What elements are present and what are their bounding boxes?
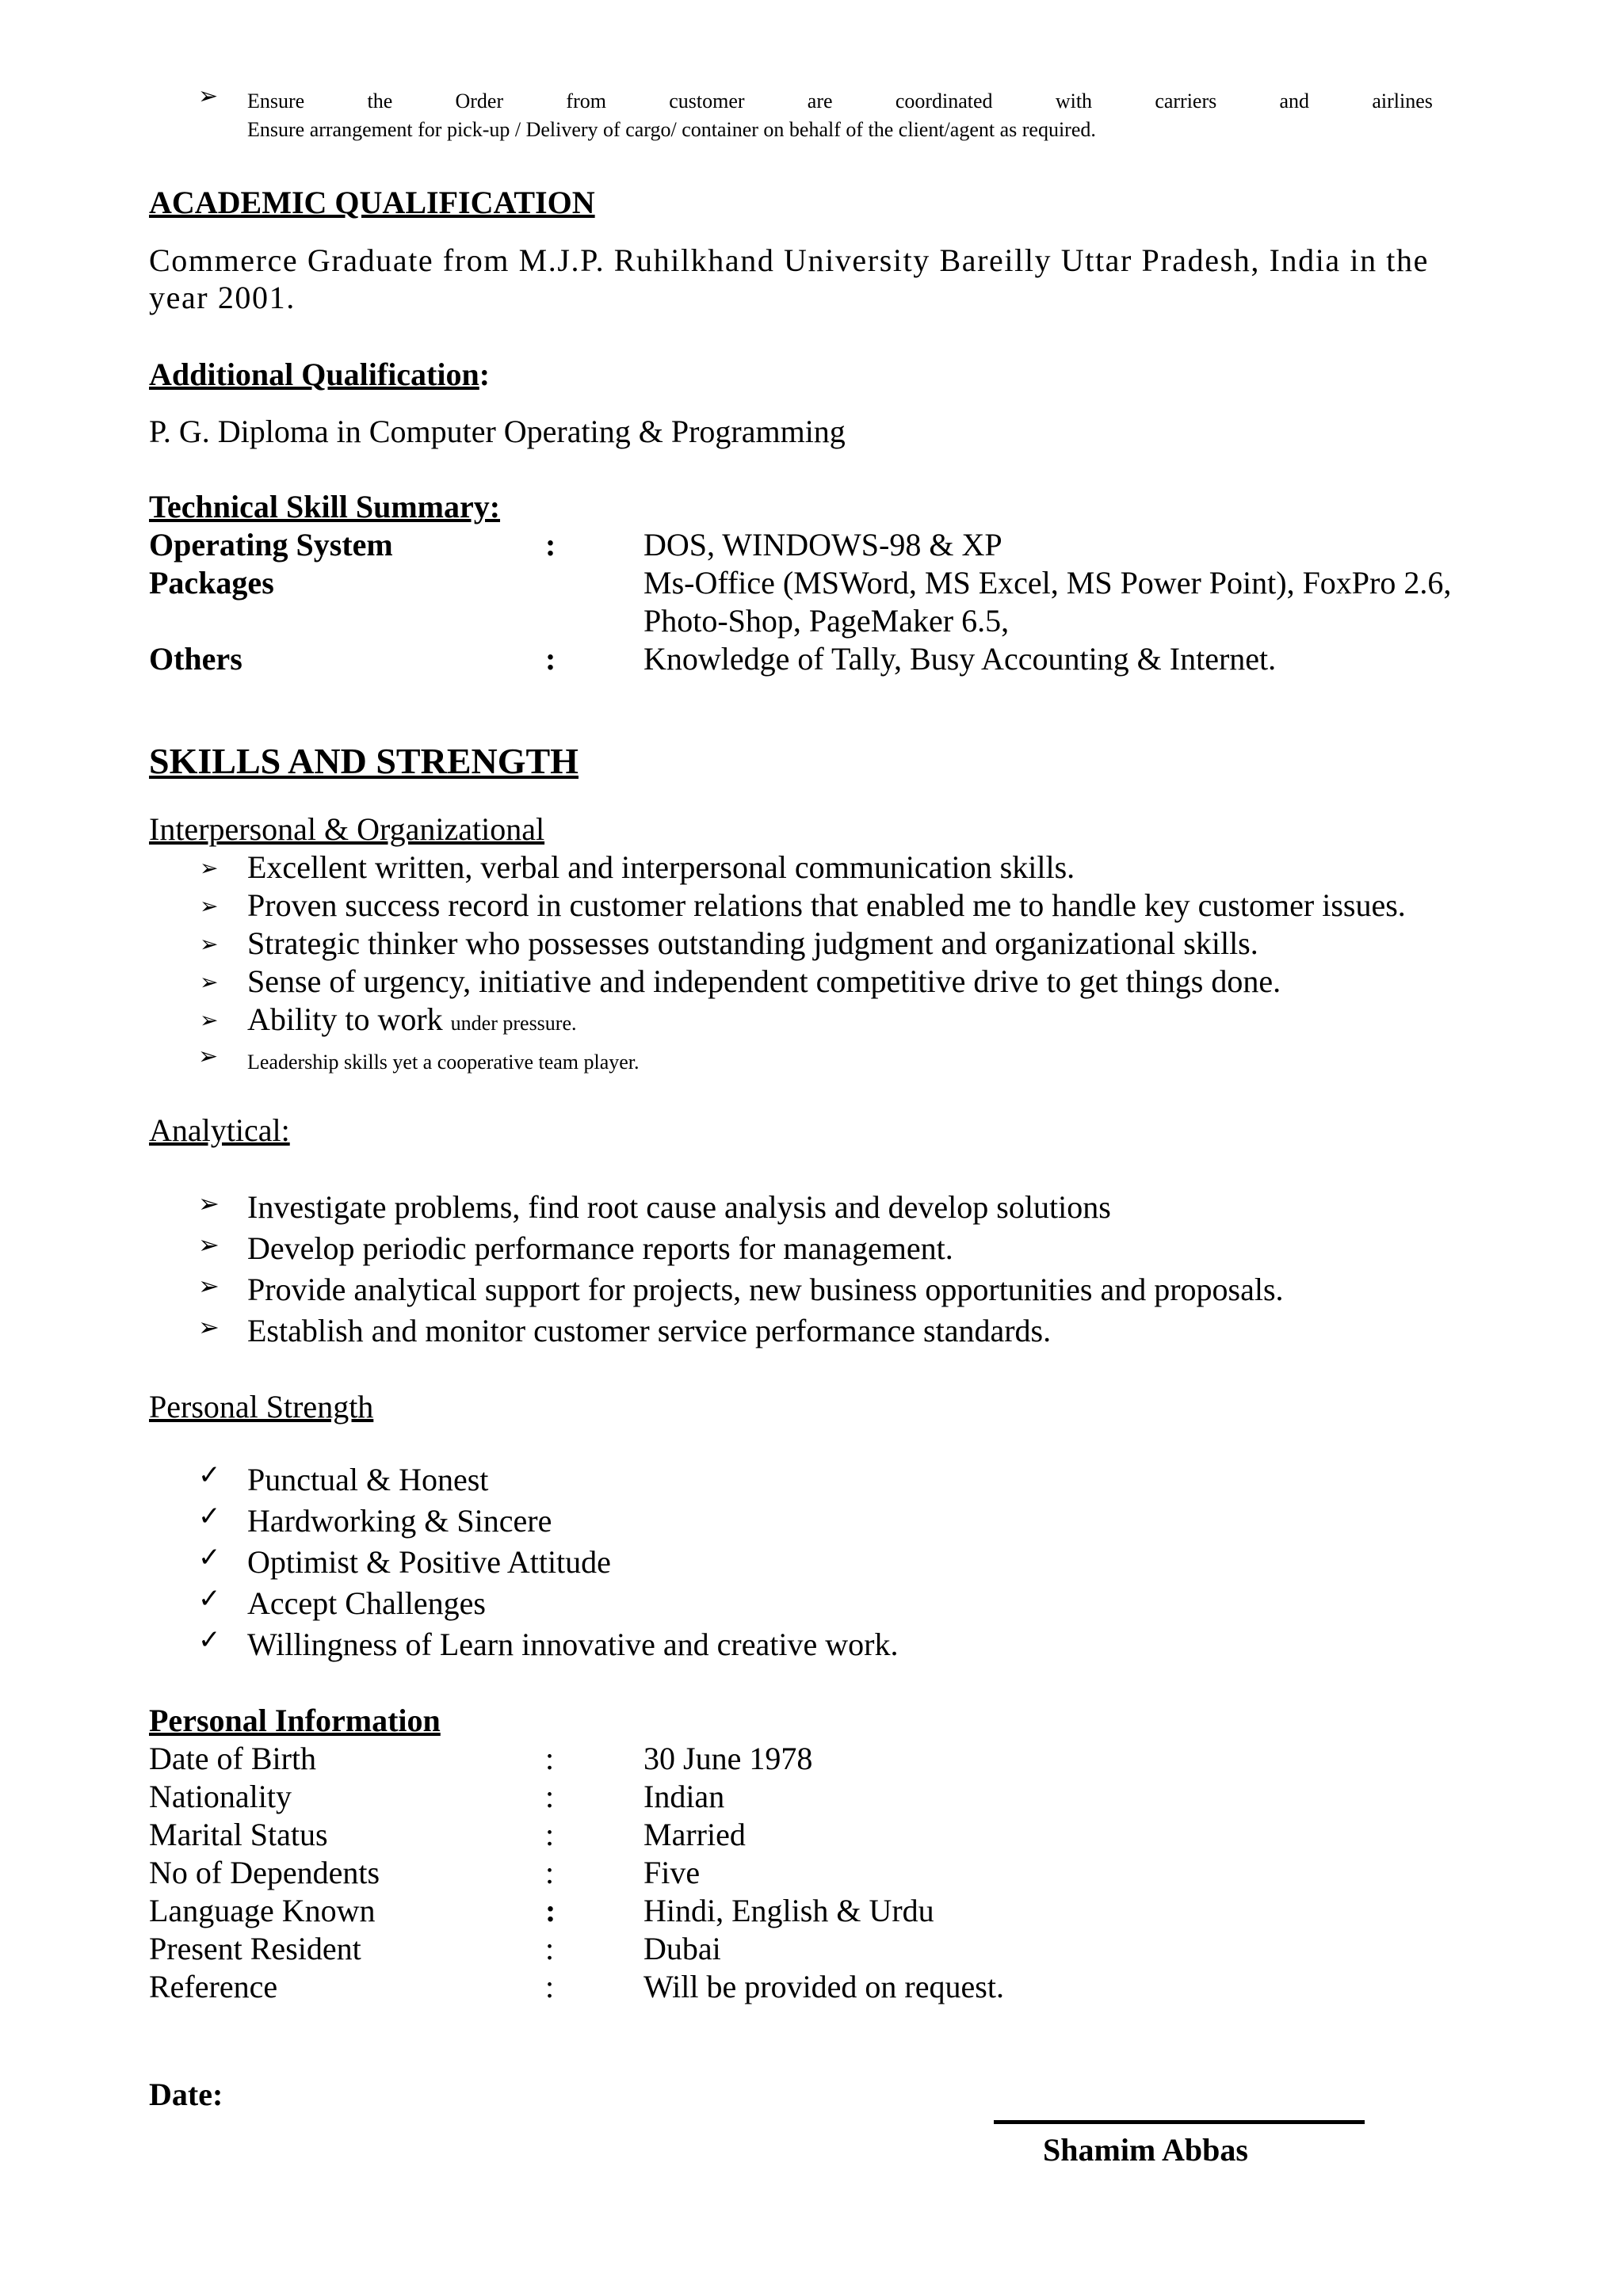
word: customer bbox=[669, 90, 745, 113]
info-colon: : bbox=[545, 1855, 555, 1890]
info-value: Indian bbox=[643, 1779, 725, 1814]
info-colon: : bbox=[545, 1779, 555, 1814]
academic-heading: ACADEMIC QUALIFICATION bbox=[149, 185, 595, 220]
analytical-item: Provide analytical support for projects, new business opportunities and proposals. bbox=[247, 1272, 1284, 1307]
check-icon: ✓ bbox=[198, 1459, 221, 1491]
tech-label: Others bbox=[149, 641, 242, 677]
additional-text: P. G. Diploma in Computer Operating & Programming bbox=[149, 414, 846, 449]
analytical-heading: Analytical: bbox=[149, 1112, 290, 1148]
word: from bbox=[566, 90, 606, 113]
info-colon: : bbox=[545, 1969, 555, 2004]
info-value: Hindi, English & Urdu bbox=[643, 1893, 934, 1928]
info-label: Present Resident bbox=[149, 1931, 361, 1966]
arrow-bullet-icon: ➢ bbox=[198, 1312, 220, 1342]
info-label: Marital Status bbox=[149, 1817, 328, 1852]
word: and bbox=[1279, 90, 1310, 113]
analytical-item: Establish and monitor customer service performance standards. bbox=[247, 1313, 1052, 1348]
word: the bbox=[367, 90, 393, 113]
strength-item: Accept Challenges bbox=[247, 1585, 486, 1621]
tech-value: DOS, WINDOWS-98 & XP bbox=[643, 527, 1002, 563]
academic-line1: Commerce Graduate from M.J.P. Ruhilkhand University Bareilly Uttar Pradesh, India in the bbox=[149, 242, 1429, 278]
word: are bbox=[807, 90, 833, 113]
arrow-bullet-icon: ➢ bbox=[198, 1043, 219, 1070]
arrow-bullet-icon: ➢ bbox=[200, 893, 219, 919]
signature-name: Shamim Abbas bbox=[1043, 2132, 1248, 2168]
personal-strength-heading: Personal Strength bbox=[149, 1389, 374, 1425]
personal-info-heading: Personal Information bbox=[149, 1703, 441, 1738]
info-label: Date of Birth bbox=[149, 1741, 317, 1776]
tech-label: Packages bbox=[149, 565, 274, 601]
info-label: Nationality bbox=[149, 1779, 292, 1814]
top-bullet-line2: Ensure arrangement for pick-up / Delivery of cargo/ container on behalf of the client/agent as required. bbox=[247, 118, 1096, 141]
check-icon: ✓ bbox=[198, 1624, 221, 1656]
word: coordinated bbox=[895, 90, 993, 113]
info-colon: : bbox=[545, 1893, 556, 1928]
info-colon: : bbox=[545, 1741, 555, 1776]
word: carriers bbox=[1155, 90, 1217, 113]
info-label: No of Dependents bbox=[149, 1855, 380, 1890]
additional-heading: Additional Qualification: bbox=[149, 357, 491, 392]
info-colon: : bbox=[545, 1931, 555, 1966]
arrow-bullet-icon: ➢ bbox=[198, 1271, 220, 1301]
technical-heading: Technical Skill Summary: bbox=[149, 489, 501, 524]
date-label: Date: bbox=[149, 2077, 223, 2112]
info-label: Language Known bbox=[149, 1893, 376, 1928]
word: Order bbox=[455, 90, 504, 113]
analytical-item: Investigate problems, find root cause analysis and develop solutions bbox=[247, 1189, 1111, 1225]
top-bullet-line1 bbox=[247, 90, 1433, 113]
signature-line bbox=[994, 2120, 1365, 2124]
info-value: Married bbox=[643, 1817, 746, 1852]
academic-line2: year 2001. bbox=[149, 280, 296, 315]
info-label: Reference bbox=[149, 1969, 278, 2004]
tech-value: Ms-Office (MSWord, MS Excel, MS Power Point), FoxPro 2.6, bbox=[643, 565, 1452, 601]
info-value: 30 June 1978 bbox=[643, 1741, 813, 1776]
info-value: Dubai bbox=[643, 1931, 721, 1966]
info-value: Will be provided on request. bbox=[643, 1969, 1004, 2004]
analytical-item: Develop periodic performance reports for management. bbox=[247, 1230, 953, 1266]
interpersonal-item: Ability to work under pressure. bbox=[247, 1001, 577, 1037]
strength-item: Optimist & Positive Attitude bbox=[247, 1544, 611, 1580]
interpersonal-item: Proven success record in customer relations that enabled me to handle key customer issues. bbox=[247, 887, 1406, 923]
tech-value-cont: Photo-Shop, PageMaker 6.5, bbox=[643, 603, 1010, 639]
word: Ensure bbox=[247, 90, 305, 113]
skills-heading: SKILLS AND STRENGTH bbox=[149, 741, 579, 781]
arrow-bullet-icon: ➢ bbox=[198, 82, 219, 110]
check-icon: ✓ bbox=[198, 1501, 221, 1532]
interpersonal-item: Sense of urgency, initiative and independent competitive drive to get things done. bbox=[247, 963, 1281, 999]
arrow-bullet-icon: ➢ bbox=[198, 1230, 220, 1260]
tech-value: Knowledge of Tally, Busy Accounting & Internet. bbox=[643, 641, 1277, 677]
interpersonal-item: Excellent written, verbal and interpersonal communication skills. bbox=[247, 849, 1075, 885]
info-colon: : bbox=[545, 1817, 555, 1852]
interpersonal-item: Leadership skills yet a cooperative team player. bbox=[247, 1051, 640, 1074]
info-value: Five bbox=[643, 1855, 701, 1890]
check-icon: ✓ bbox=[198, 1542, 221, 1573]
tech-label: Operating System bbox=[149, 527, 393, 563]
check-icon: ✓ bbox=[198, 1583, 221, 1615]
strength-item: Hardworking & Sincere bbox=[247, 1503, 552, 1539]
arrow-bullet-icon: ➢ bbox=[200, 969, 219, 995]
word: airlines bbox=[1372, 90, 1433, 113]
tech-colon: : bbox=[545, 527, 556, 563]
arrow-bullet-icon: ➢ bbox=[198, 1188, 220, 1219]
arrow-bullet-icon: ➢ bbox=[200, 1007, 219, 1033]
interpersonal-item: Strategic thinker who possesses outstanding judgment and organizational skills. bbox=[247, 925, 1258, 961]
tech-colon: : bbox=[545, 641, 556, 677]
interpersonal-heading: Interpersonal & Organizational bbox=[149, 811, 545, 847]
arrow-bullet-icon: ➢ bbox=[200, 931, 219, 957]
word: with bbox=[1055, 90, 1093, 113]
strength-item: Punctual & Honest bbox=[247, 1462, 489, 1497]
arrow-bullet-icon: ➢ bbox=[200, 855, 219, 881]
strength-item: Willingness of Learn innovative and creative work. bbox=[247, 1627, 899, 1662]
